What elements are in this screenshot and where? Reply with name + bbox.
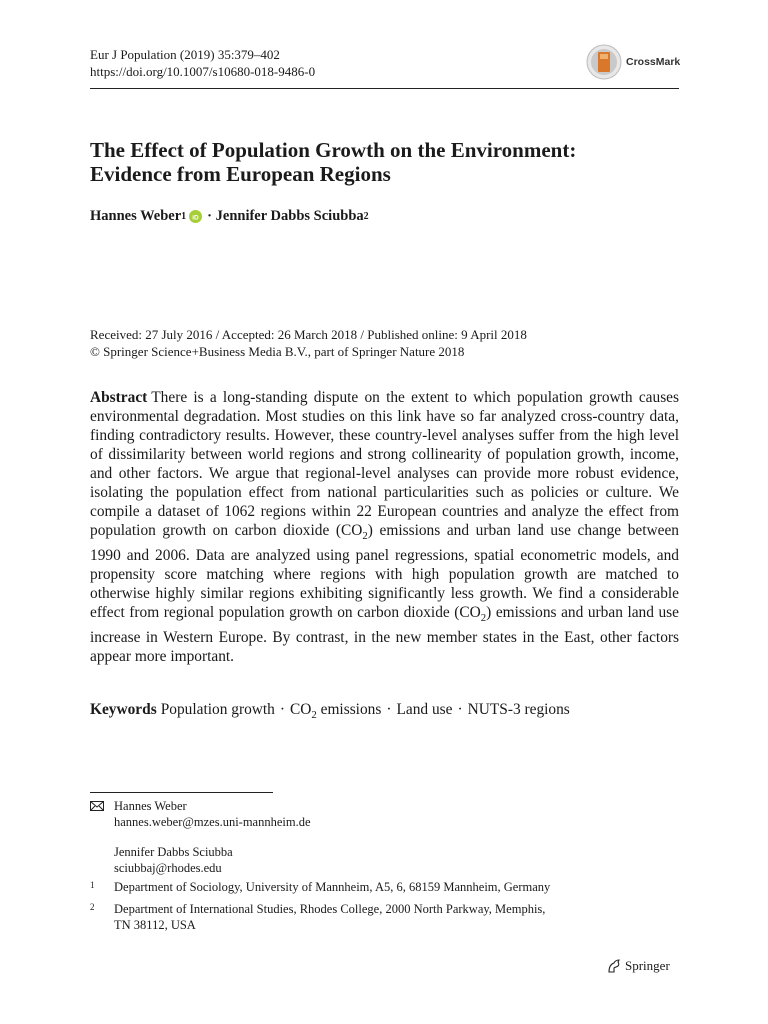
footnote-divider (90, 792, 273, 793)
springer-horse-icon (606, 958, 622, 974)
author-separator: · (207, 208, 213, 224)
abstract (90, 388, 679, 666)
paper-title (90, 138, 679, 186)
crossmark-label: CrossMark (626, 56, 681, 68)
orcid-icon[interactable] (189, 210, 202, 223)
abstract-text-3: ) emissions and urban land use increase in Western Europe. By contrast, in the new member states in the East, other factors appear more important. (90, 604, 679, 666)
author-list (90, 208, 369, 225)
contact-name-2: Jennifer Dabbs Sciubba (114, 845, 233, 859)
keyword-separator: · (386, 701, 392, 718)
history-line: Received: 27 July 2016 / Accepted: 26 March 2018 / Published online: 9 April 2018 (90, 327, 527, 342)
affiliation-1 (90, 879, 550, 895)
keyword-4: NUTS-3 regions (467, 701, 570, 718)
abstract-label: Abstract (90, 389, 148, 406)
crossmark-icon (586, 44, 622, 80)
affiliation-text: Department of International Studies, Rhodes College, 2000 North Parkway, Memphis, (114, 902, 546, 916)
affiliation-text-cont: TN 38112, USA (114, 918, 196, 932)
journal-citation: Eur J Population (2019) 35:379–402 (90, 47, 280, 62)
author-1[interactable]: Hannes Weber (90, 208, 182, 224)
contact-block (90, 798, 311, 876)
copyright-line: © Springer Science+Business Media B.V., part of Springer Nature 2018 (90, 344, 465, 359)
keyword-separator: · (279, 701, 285, 718)
publisher-logo (606, 958, 670, 974)
journal-header (90, 46, 315, 80)
keywords (90, 700, 679, 725)
keyword-3: Land use (396, 701, 453, 718)
affiliation-number: 2 (90, 902, 95, 912)
author-2-affil: 2 (363, 211, 369, 222)
affiliation-2 (90, 901, 545, 933)
keywords-label: Keywords (90, 701, 157, 718)
header-divider (90, 88, 679, 89)
publication-dates (90, 326, 527, 360)
abstract-text-1: There is a long-standing dispute on the extent to which population growth causes environmental degradation. Most studies on this link have so far analyzed cross-country data, finding contradictory results. However, these country-level analyses suffer from the high level of dissimilarity between world regions and strong collinearity of population growth, income, and other factors. We argue that regional-level analyses can provide more robust evidence, isolating the population effect from national particularities such as policies or culture. We compile a dataset of 1062 regions within 22 European countries and analyze the effect from population growth on carbon dioxide (CO (90, 389, 679, 539)
publisher-name: Springer (625, 958, 670, 973)
keyword-2: $CO_2$ emissions (290, 701, 382, 722)
affiliation-text: Department of Sociology, University of Mannheim, A5, 6, 68159 Mannheim, Germany (114, 880, 551, 894)
keyword-separator: · (457, 701, 463, 718)
title-line-1: The Effect of Population Growth on the Environment: (90, 138, 577, 162)
contact-name-1: Hannes Weber (114, 799, 187, 813)
affiliation-number: 1 (90, 880, 95, 890)
contact-email-1[interactable]: hannes.weber@mzes.uni-mannheim.de (114, 815, 311, 829)
svg-text:iD: iD (192, 214, 199, 222)
keyword-1: Population growth (160, 701, 275, 718)
contact-email-2[interactable]: sciubbaj@rhodes.edu (114, 861, 222, 875)
abstract-sub-1: 2 (362, 530, 368, 543)
envelope-icon (90, 801, 104, 811)
abstract-sub-2: 2 (480, 612, 487, 625)
crossmark-badge[interactable] (586, 44, 680, 80)
author-1-affil: 1 (181, 211, 187, 222)
doi-link[interactable]: https://doi.org/10.1007/s10680-018-9486-0 (90, 64, 316, 79)
author-2[interactable]: Jennifer Dabbs Sciubba (215, 208, 364, 224)
abstract-text-2: ) emissions and urban land use change between 1990 and 2006. Data are analyzed using panel regressions, spatial econometric models, and propensity score matching where regions with high population growth are matched to otherwise highly similar regions exhibiting significantly less growth. We find a considerable effect from regional population growth on carbon dioxide (CO (90, 522, 680, 622)
title-line-2: Evidence from European Regions (90, 162, 391, 186)
